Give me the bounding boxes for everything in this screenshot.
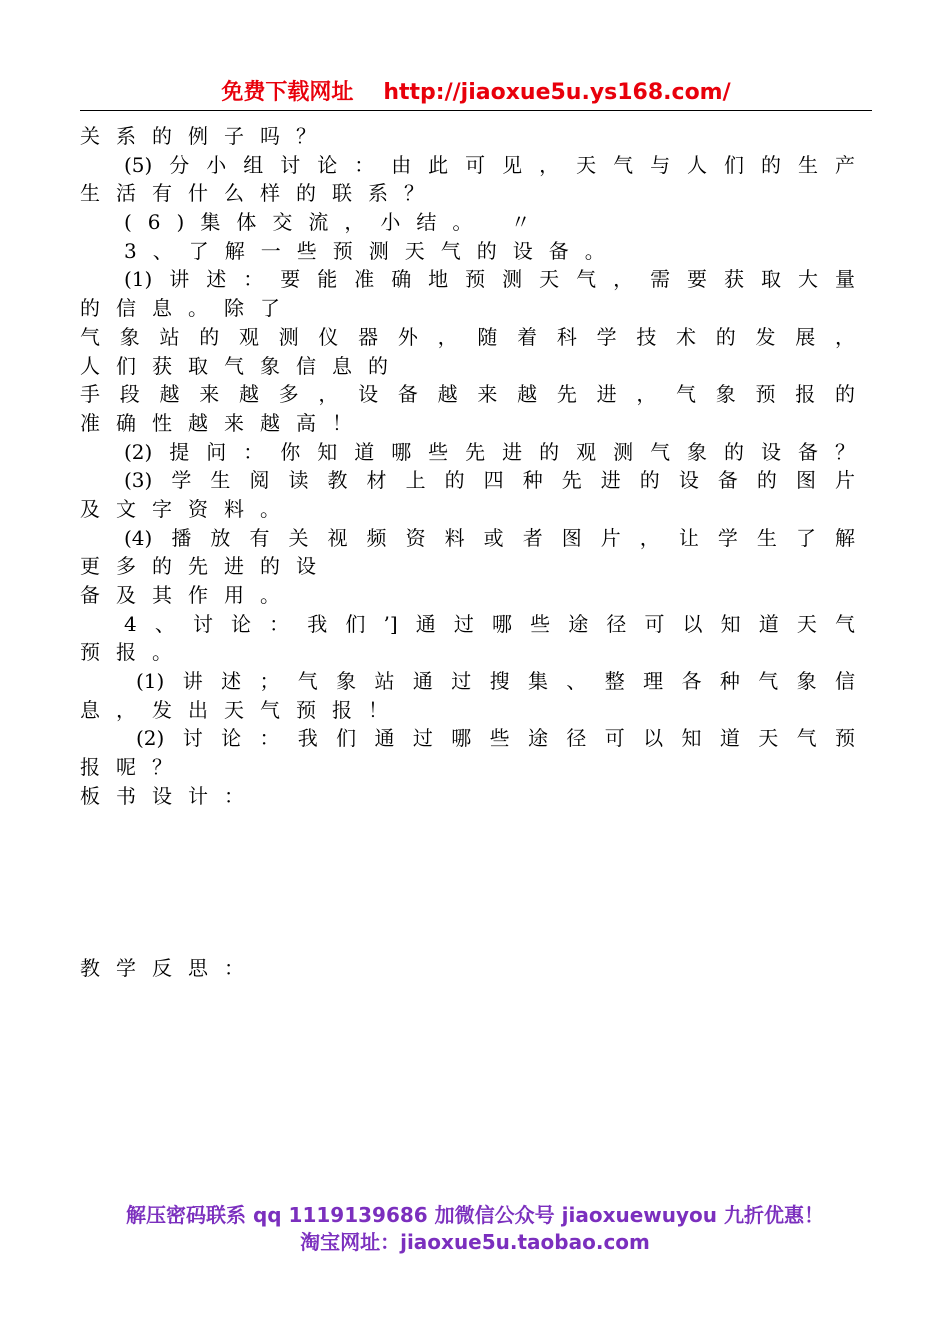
text-line: 人们获取气象信息的	[80, 353, 404, 378]
text-line: 预报。	[80, 640, 188, 665]
text-line: 准确性越来越高！	[80, 410, 368, 435]
text-line: (1)讲述：要能准确地预测天气，需要获取大量	[124, 267, 855, 292]
text-line: 手段越来越多，设备越来越先进，气象预报的	[80, 382, 855, 407]
text-line: 更多的先进的设	[80, 554, 332, 579]
text-line: 4、讨论：我们’]通过哪些途径可以知道天气	[124, 611, 855, 636]
text-line: 息，发出天气预报！	[80, 697, 404, 722]
footer-shop-link[interactable]: 淘宝网址：jiaoxue5u.taobao.com	[300, 1230, 650, 1254]
text-line: (2)讨论：我们通过哪些途径可以知道天气预	[136, 726, 855, 751]
text-line: 气象站的观测仪器外，随着科学技术的发展，	[80, 324, 855, 349]
section-heading: 教学反思：	[80, 956, 260, 980]
text-line: (2)提问：你知道哪些先进的观测气象的设备？	[124, 439, 855, 464]
text-line: (3)学生阅读教材上的四种先进的设备的图片	[124, 468, 855, 493]
page-header	[80, 76, 872, 111]
text-line: (4)播放有关视频资料或者图片，让学生了解	[124, 525, 855, 550]
document-body	[80, 122, 855, 983]
footer-contact: 解压密码联系 qq 1119139686 加微信公众号 jiaoxuewuyou 九折优惠！	[126, 1203, 824, 1227]
header-url-link[interactable]: http://jiaoxue5u.ys168.com/	[383, 80, 731, 105]
header-label: 免费下载网址	[221, 80, 354, 105]
section-heading: 板书设计：	[80, 783, 260, 808]
text-line: 备及其作用。	[80, 583, 296, 607]
text-line: 3、了解一些预测天气的设备。	[124, 238, 621, 263]
text-line: 生活有什么样的联系？	[80, 181, 440, 206]
blank-space	[80, 811, 855, 955]
text-line: 报呢？	[80, 755, 188, 780]
text-line: (1)讲述；气象站通过搜集、整理各种气象信	[136, 669, 855, 694]
text-line: 关系的例子吗？	[80, 124, 332, 148]
text-line: (5)分小组讨论：由此可见，天气与人们的生产	[124, 152, 855, 177]
text-line: 及文字资料。	[80, 496, 296, 521]
text-line: (6)集体交流，小结。 〃	[124, 210, 547, 235]
text-line: 的信息。除了	[80, 296, 296, 321]
